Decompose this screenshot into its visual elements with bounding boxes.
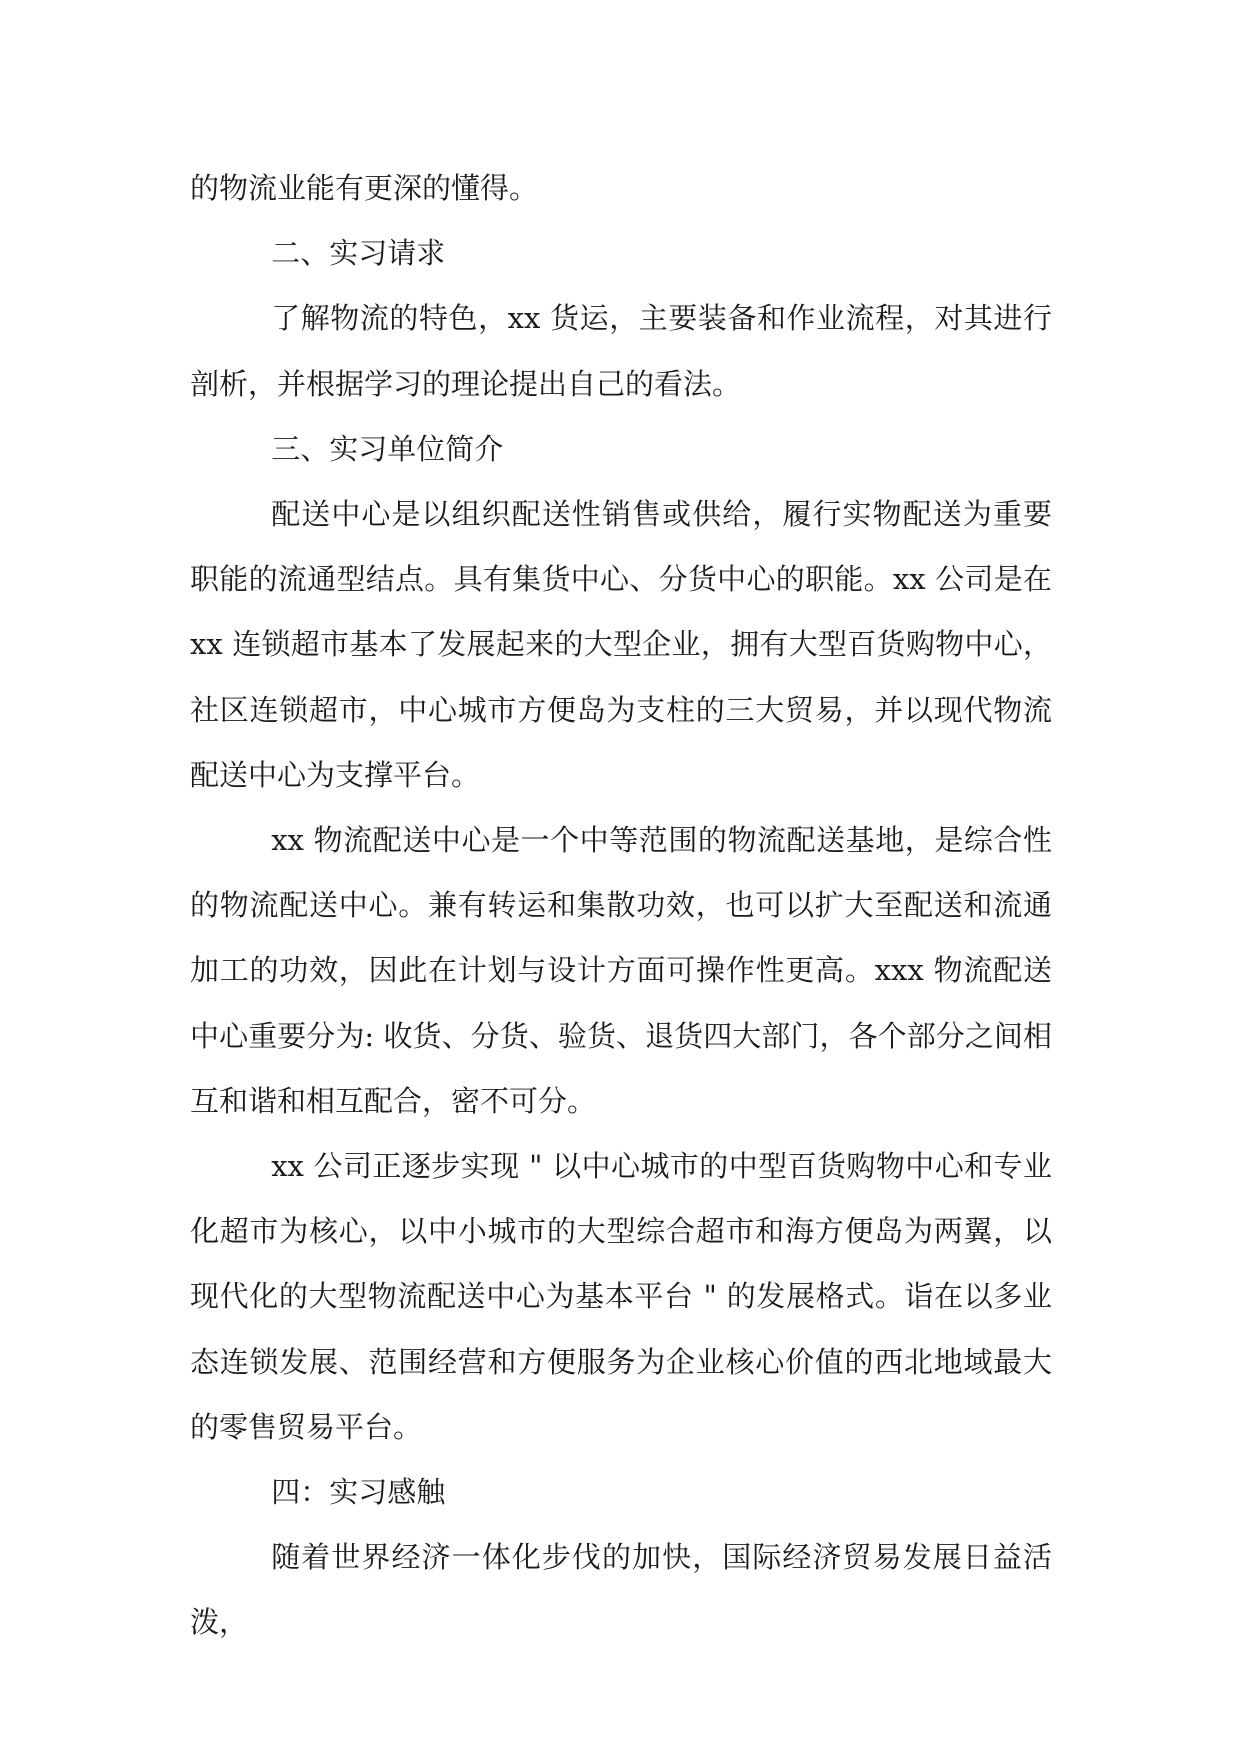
paragraph-distribution-center: 配送中心是以组织配送性销售或供给，履行实物配送为重要职能的流通型结点。具有集货中心、分货中心的职能。xx 公司是在 xx 连锁超市基本了发展起来的大型企业，拥有大型百货购物中心，社区连锁超市，中心城市方便岛为支柱的三大贸易，并以现代物流配送中心为支撑平台。 <box>190 497 1052 792</box>
section-heading-company-intro: 三、实习单位简介 <box>271 431 504 466</box>
paragraph-continuation: 的物流业能有更深的懂得。 <box>190 171 539 205</box>
paragraph-development-pattern: xx 公司正逐步实现 " 以中心城市的中型百货购物中心和专业化超市为核心，以中小城市的大型综合超市和海方便岛为两翼，以现代化的大型物流配送中心为基本平台 " 的发展格式。诣在以多业态连锁发展、范围经营和方便服务为企业核心价值的西北地域最大的零售贸易平台。 <box>190 1149 1052 1444</box>
paragraph-logistics-center: xx 物流配送中心是一个中等范围的物流配送基地，是综合性的物流配送中心。兼有转运和集散功效，也可以扩大至配送和流通加工的功效，因此在计划与设计方面可操作性更高。xxx 物流配送中心重要分为: 收货、分货、验货、退货四大部门，各个部分之间相互和谐和相互配合，密不可分。 <box>190 823 1052 1118</box>
section-heading-reflections: 四：实习感触 <box>271 1475 446 1510</box>
section-heading-requirements: 二、实习请求 <box>271 236 446 271</box>
paragraph-requirements: 了解物流的特色，xx 货运，主要装备和作业流程，对其进行剖析，并根据学习的理论提出自己的看法。 <box>190 301 1052 401</box>
paragraph-reflections-start: 随着世界经济一体化步伐的加快，国际经济贸易发展日益活泼， <box>190 1540 1052 1640</box>
document-body <box>190 156 1052 1656</box>
